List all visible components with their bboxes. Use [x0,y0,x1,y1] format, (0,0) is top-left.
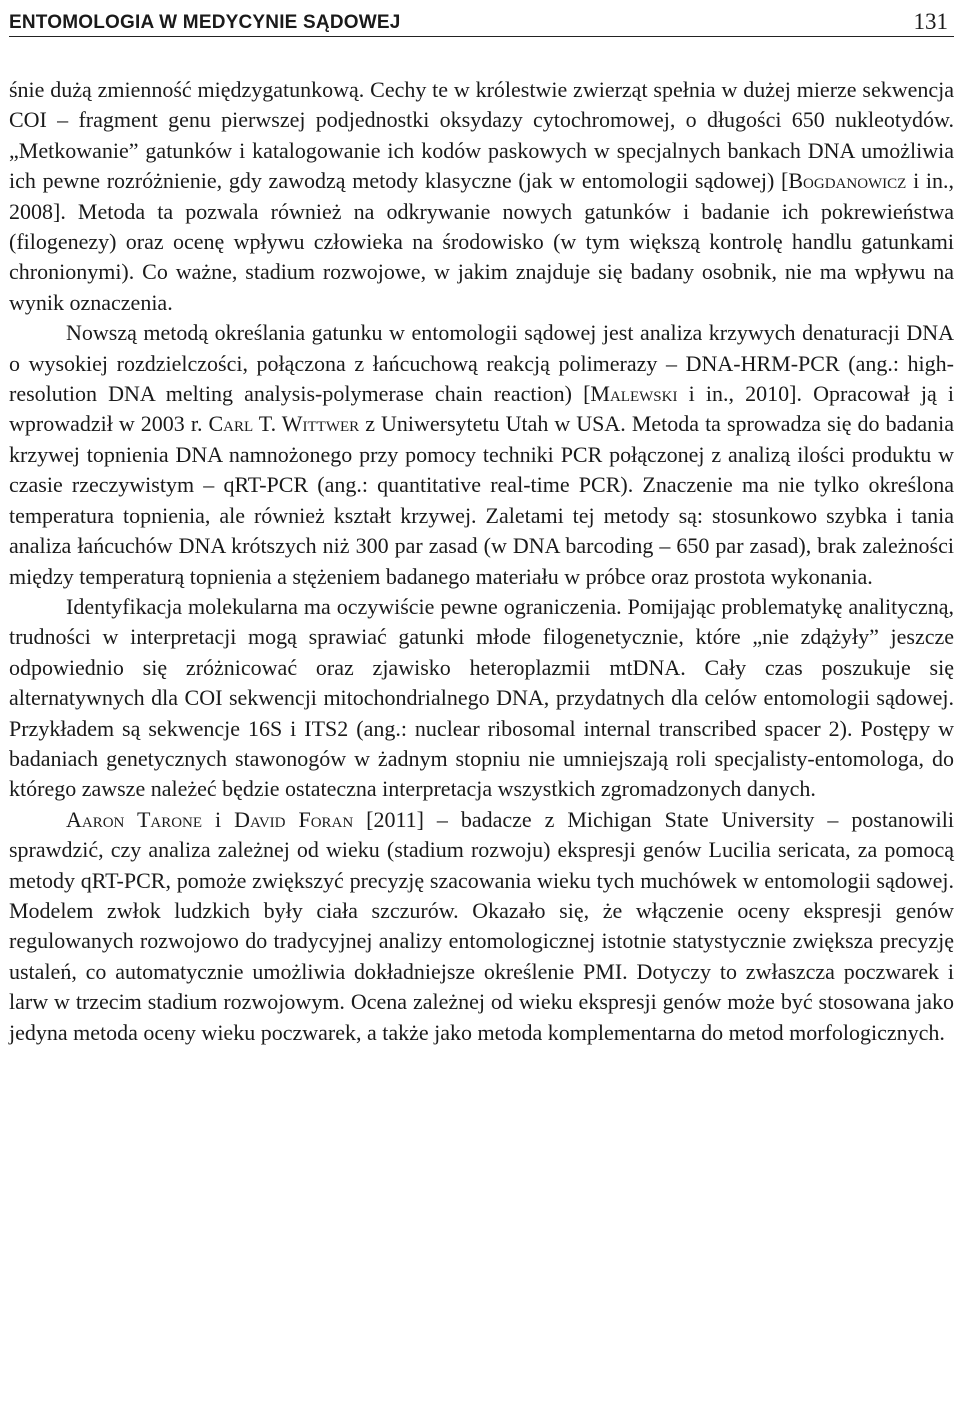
document-page [9,0,954,1048]
text-run: i in., 2008]. Metoda ta pozwala również na odkrywanie nowych gatunków i badanie ich pokrewieństwa (filogenezy) oraz ocenę wpływu człowieka na środowisko (w tym większą kontrolę handlu gatunkami chronionymi). Co ważne, stadium rozwojowe, w jakim znajduje się badany osobnik, nie ma wpływu na wynik oznaczenia. [9,168,954,315]
text-run: z Uniwersytetu Utah w USA. Metoda ta sprowadza się do badania krzywej topnienia DNA namnożonego przy pomocy techniki PCR połączonej z analizą ilości produktu w czasie rzeczywistym – qRT-PCR (ang.: quantitative real-time PCR). Znaczenie ma nie tylko określona temperatura topnienia, ale również kształt krzywej. Zaletami tej metody są: stosunkowo szybka i tania analiza łańcuchów DNA krótszych niż 300 par zasad (w DNA barcoding – 650 par zasad), brak zależności między temperaturą topnienia a stężeniem badanego materiału w próbce oraz prostota wykonania. [9,411,954,589]
paragraph-4 [9,805,954,1048]
cited-author: Aaron Tarone [66,806,203,832]
cited-author: David Foran [234,806,354,832]
paragraph-2 [9,318,954,592]
cited-author: Malewski [590,381,678,407]
running-head: ENTOMOLOGIA W MEDYCYNIE SĄDOWEJ [9,12,401,33]
page-number: 131 [913,9,948,34]
text-run: [2011] – badacze z Michigan State University – postanowili sprawdzić, czy analiza zależnej od wieku (stadium rozwoju) ekspresji genów Lucilia sericata, za pomocą metody qRT-PCR, pomoże zwiększyć precyzję szacowania wieku tych muchówek w entomologii sądowej. Modelem zwłok ludzkich były ciała szczurów. Okazało się, że włączenie oceny ekspresji genów regulowanych rozwojowo do tradycyjnej analizy entomologicznej istotnie statystycznie zwiększa precyzję ustaleń, co automatycznie umożliwia dokładniejsze określenie PMI. Dotyczy to zwłaszcza poczwarek i larw w trzecim stadium rozwojowym. Ocena zależnej od wieku ekspresji genów może być stosowana jako jedyna metoda oceny wieku poczwarek, a także jako metoda komplementarna do metod morfologicznych. [9,806,954,1045]
text-run: i [202,806,235,832]
text-run: i in., 2010]. Opracował ją i wprowadził w 2003 r. [9,381,954,437]
page-header [9,0,954,37]
text-run: Identyfikacja molekularna ma oczywiście pewne ograniczenia. Pomijając problematykę analityczną, trudności w interpretacji mogą sprawiać gatunki młode filogenetycznie, które „nie zdążyły” jeszcze odpowiednio się zróżnicować oraz zjawisko heteroplazmii mtDNA. Cały czas poszukuje się alternatywnych dla COI sekwencji mitochondrialnego DNA, przydatnych dla celów entomologii sądowej. Przykładem są sekwencje 16S i ITS2 (ang.: nuclear ribosomal internal transcribed spacer 2). Postępy w badaniach genetycznych stawonogów w żadnym stopniu nie umniejszają roli specjalisty-entomologa, do którego zawsze należeć będzie ostateczna interpretacja wszystkich zgromadzonych danych. [9,593,954,802]
cited-author: Carl T. Wittwer [208,411,360,437]
text-run: Nowszą metodą określania gatunku w entomologii sądowej jest analiza krzywych denaturacji DNA o wysokiej rozdzielczości, połączona z łańcuchową reakcją polimerazy – DNA-HRM-PCR (ang.: high-resolution DNA melting analysis-polymerase chain reaction) [ [9,320,954,407]
paragraph-1 [9,75,954,318]
text-run: śnie dużą zmienność międzygatunkową. Cechy te w królestwie zwierząt spełnia w dużej mierze sekwencja COI – fragment genu pierwszej podjednostki oksydazy cytochromowej, o długości 650 nukleotydów. „Metkowanie” gatunków i katalogowanie ich kodów paskowych w specjalnych bankach DNA umożliwia ich pewne rozróżnienie, gdy zawodzą metody klasyczne (jak w entomologii sądowej) [ [9,77,954,194]
cited-author: Bogdanowicz [788,168,907,194]
body-text [9,75,954,1048]
paragraph-3 [9,592,954,805]
